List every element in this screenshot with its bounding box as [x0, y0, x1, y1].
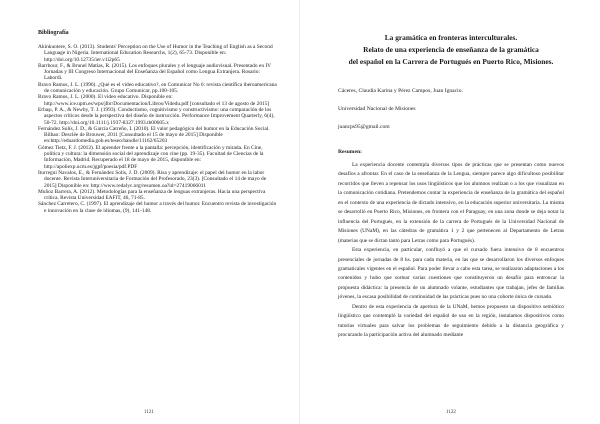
reference-entry: Sánchez Carretero, C. (1997). El aprendizaje del humor a través del humor. Encuentro revista de investigación e innovación en la clase de idiomas, (9), 141-148. — [38, 201, 277, 214]
page-number-right: 1122 — [446, 410, 456, 415]
article-title-line: La gramática en fronteras interculturales. — [384, 33, 518, 42]
author-affiliation: Universidad Nacional de Misiones — [338, 106, 416, 112]
reference-entry: Fernández Solís, J. D., & García Carreño, I. (2010). El valor pedagógico del humor en la Educación Social. Bilbao: Desclée de Brouwer, 2011 [Consultado el 15 de mayo de 2015] Disponible en:http://eduardomedia.gob.es/teseo/handle/11162/65203 — [38, 125, 270, 145]
article-title-line: Relato de una experiencia de enseñanza de la gramática — [363, 45, 539, 54]
abstract-heading: Resumen: — [338, 149, 362, 155]
abstract-paragraph: Dentro de esta experiencia de apertura de la UNaM, hemos propuesto un dispositivo semiótico lingüístico que contempló la variedad del español de uso en la región, instalamos dispositivos como tutorías virtuales para salvar los problemas de seguimiento debido a la distancia geográfica y procurando la participación activa del alumnado mediante — [338, 303, 564, 339]
right-page — [300, 0, 600, 424]
reference-entry: Akinkuotere, S. O. (2013). Students' Perception on the Use of Humor in the Teaching of English as a Second Language in Nigeria. International Education Researchs, 1(2), 65-73. Disponible en: http://doi.org/10.12735/ier.v1i2p65 — [38, 44, 273, 63]
reference-entry: Muñoz Barrera, A. (2012). Metodologías para la enseñanza de lenguas extranjeras. Hacia una perspectiva crítica. Revista Universidad EAFIT, 46, 71-85. — [38, 188, 266, 202]
reference-entry: Iturregui Navalos, E., & Fernández Solís, J. D. (2009). Risa y aprendizaje: el papel del humor en la labor docente. Revista Interuniversitaria de Formación del Profesorado, 23(3). [Consultado el 14 de mayo de 2015] Disponible en: http://www.redalyc.org/resumen.oa?id=27419066011 — [38, 169, 267, 189]
reference-entry: Erbaşı, P. A., & Newby, T. J. (1993). Conductismo, cognitivismo y constructivismo: una comparación de los aspectos críticos desde la perspectiva del diseño de instrucción. Performance Improvement Quarterly, 6(4), 50-72. http://doi.org/10.1111/j.1937-8327.1993.tb00605.x — [38, 106, 275, 126]
reference-entry: Bravo Ramos, J. L. (1996). ¿Qué es el video educativo?, en Comunicar No 6: revista científica iberoamericana de comunicación y educación. Grupo Comunicar, pp.100-105. — [38, 81, 277, 95]
page-number-left: 1121 — [144, 410, 154, 415]
reference-entry: Bravo Ramos, J. L. (2000). El video educativo. Disponible en: http://www.ice.upm.es/wps/jlbr/Documentacion/Libros/Videdu.pdf [consultado el 13 de agosto de 2015] — [38, 94, 270, 107]
reference-entry: Gómez Tietz, F. J. (2012). El aprender frente a la pantalla: percepción, identificación y mirada. En Cine, política y cultura: la dimensión social del aprendizaje con cine (pp. 19-35). Facultad de Ciencias de la Información, Madrid. Recuperado el 18 de mayo de 2015, disponible en: http://apoliexp.ucm.es/jgpf/poesia/pdf.PDF — [38, 144, 264, 170]
abstract-paragraph: La experiencia docente contempla diversos tipos de prácticas que se presentan como nuevos desafíos a afrontar. En el caso de la enseñanza de la Lengua, siempre parece algo dificultoso posibilitar recorridos que lleven a repensar los usos lingüísticos que los alumnos realizan o a los que visualizan en la comunicación cotidiana. Pretendemos contar la experiencia de enseñanza de la gramática del español en el contexto de una experiencia de dictado intensivo, en la educación superior universitaria. La misma se desarrolló en Puerto Rico, Misiones, en frontera con el Paraguay, en una zona donde se deja notar la influencia del Portugués, en la extensión de la carrera de Portugués de la Universidad Nacional de Misiones (UNaM), en las cátedras de gramática 1 y 2 que pertenecen al Departamento de Letras (materias que se dictan tanto para Letras como para Portugués). — [338, 162, 564, 244]
article-title-line: del español en la Carrera de Portugués en Puerto Rico, Misiones. — [348, 57, 554, 66]
reference-list — [38, 44, 278, 214]
author-email: juancps95@gmail.com — [338, 124, 390, 130]
abstract-paragraph: Esta experiencia, en particular, confluyó a que el cursado fuera intensivo de 8 encuentros presenciales de jornadas de 8 hs. para cada materia, en las que se desarrollaron los diversos enfoques gramaticales vigentes en el español. Para poder llevar a cabo esta tarea, se realizaron adaptaciones a los contenidos y hubo que sortear varias cuestiones que constituyeron un desafío para entroncar la propuesta didáctica: la presencia de un alumnado volante, estudiantes que trabajan, jefes de familias jóvenes, la escasa posibilidad de continuidad de las prácticas pues no una cohorte única de cursado. — [338, 247, 564, 301]
article-title — [338, 32, 564, 68]
bibliography-heading: Bibliografía — [38, 30, 69, 36]
reference-entry: Barrbour, F., & Brunel Matías, R. (2015). Los enfoques plurales y el lenguaje audiovisual. Presentado en IV Jornadas y III Congreso Internacional del Enseñanza del Español como Lengua Extranjera. Rosario: Labordi. — [38, 62, 271, 82]
article-authors: Cáceres, Claudia Karina y Pérez Campos, Juan Ignacio. — [338, 88, 463, 94]
